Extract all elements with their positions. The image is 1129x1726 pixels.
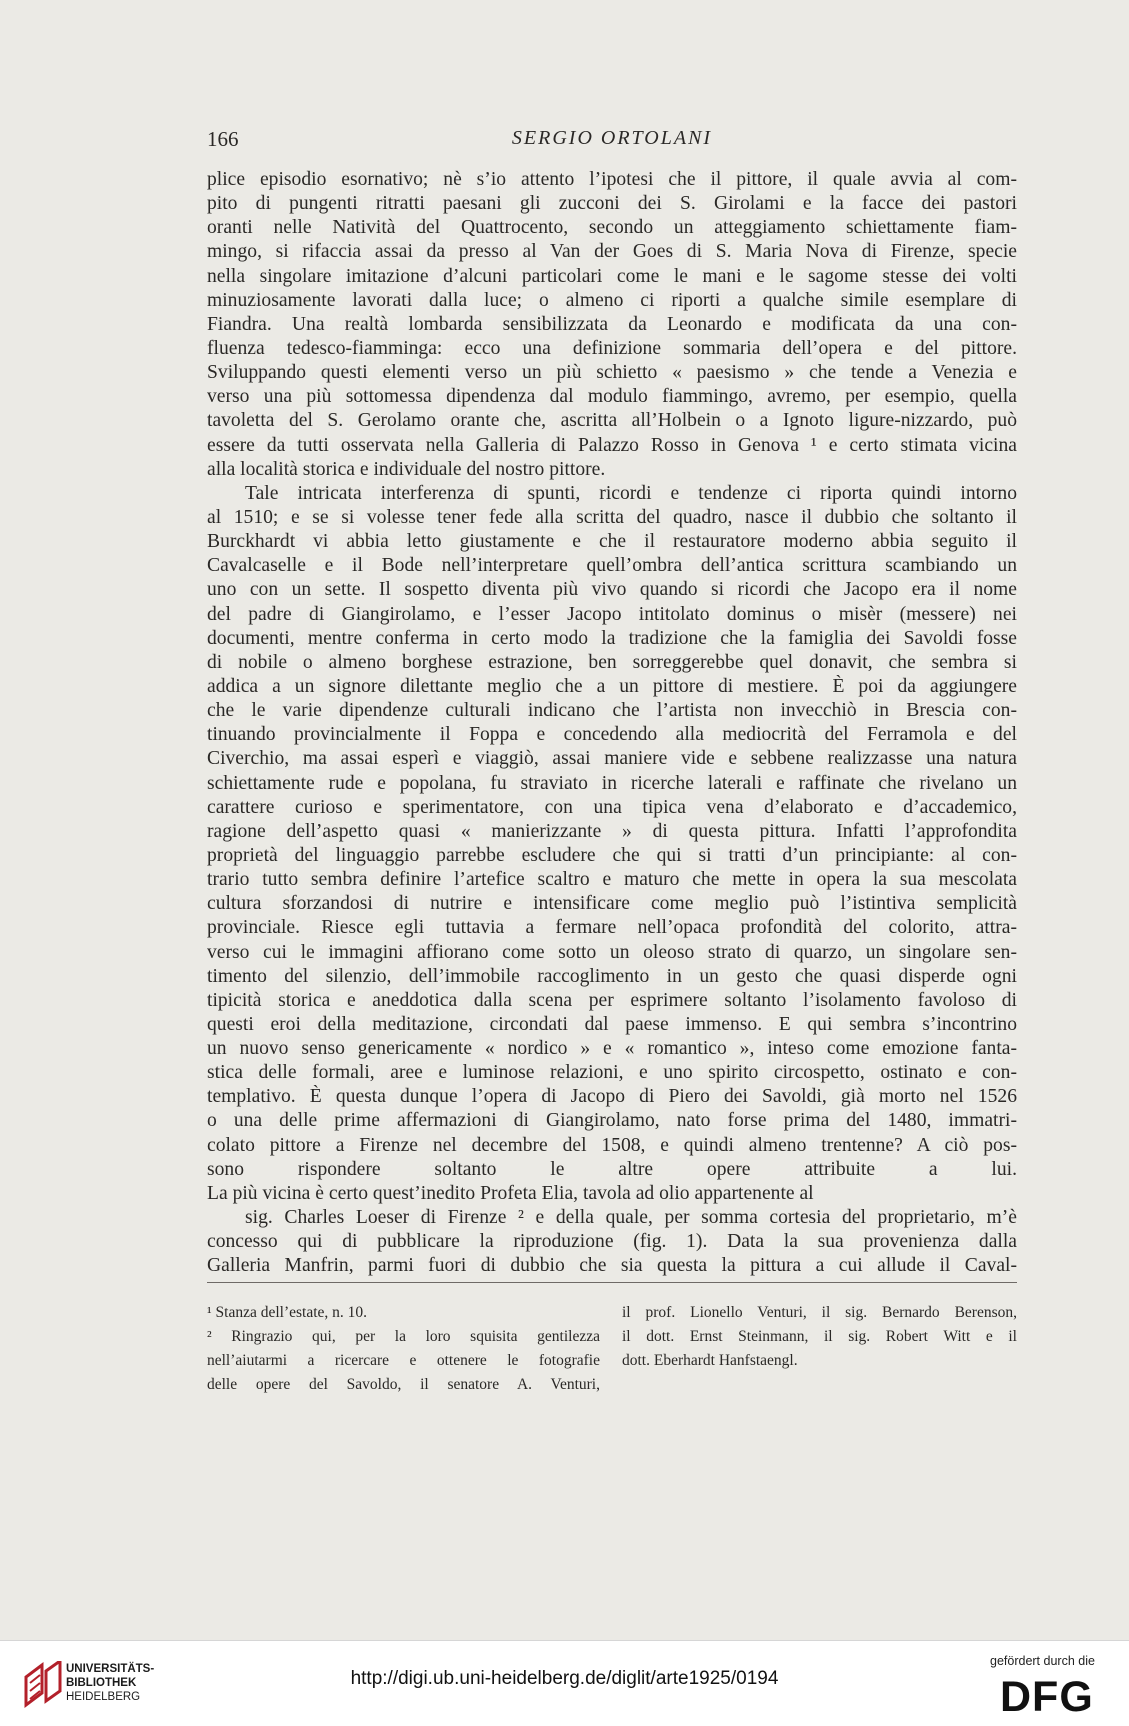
footnotes-left-column (207, 1301, 600, 1397)
body-lines-line: minuziosamente lavorati dalla luce; o almeno ci riporti a qualche simile esemplare di (207, 289, 1017, 311)
body-lines-line: che le varie dipendenze culturali indicano che l’artista non invecchiò in Brescia con- (207, 700, 1017, 722)
body-lines-line: o una delle prime affermazioni di Giangirolamo, nato forse prima del 1480, immatri- (207, 1110, 1017, 1132)
footnotes-left-line: ² Ringrazio qui, per la loro squisita gentilezza (207, 1328, 600, 1345)
footnotes-right-line: dott. Eberhardt Hanfstaengl. (622, 1352, 798, 1369)
body-lines-line: verso cui le immagini affiorano come sotto un oleoso strato di quarzo, un singolare sen- (207, 941, 1017, 963)
body-lines-line: carattere curioso e sperimentatore, con una tipica vena d’elaborato e d’accademico, (207, 796, 1017, 818)
body-lines-line: tavoletta del S. Gerolamo orante che, ascritta all’Holbein o a Ignoto ligure-nizzardo, può (207, 410, 1017, 432)
body-lines-line: provinciale. Riesce egli tuttavia a fermare nell’opaca profondità del colorito, attra- (207, 917, 1017, 939)
body-lines-line: plice episodio esornativo; nè s’io attento l’ipotesi che il pittore, il quale avvia al com- (207, 169, 1017, 190)
body-lines-line: concesso qui di pubblicare la riproduzione (fig. 1). Data la sua provenienza dalla (207, 1231, 1017, 1253)
funding-caption: gefördert durch die (990, 1654, 1095, 1668)
footnote-rule (207, 1282, 1017, 1283)
dfg-logo: DFG (1000, 1673, 1094, 1721)
body-lines-line: sono rispondere soltanto le altre opere attribuite a lui. (207, 1158, 1017, 1180)
body-lines-line: di nobile o almeno borghese estrazione, ben sorreggerebbe quel donavit, che sembra si (207, 651, 1017, 673)
body-lines-line: templativo. È questa dunque l’opera di Jacopo di Piero dei Savoldi, già morto nel 1526 (207, 1086, 1017, 1108)
body-lines-line: essere da tutti osservata nella Galleria di Palazzo Rosso in Genova ¹ e certo stimata vicina (207, 434, 1017, 456)
body-lines-line: colato pittore a Firenze nel decembre del 1508, e quindi almeno trentenne? A ciò pos- (207, 1134, 1017, 1156)
body-lines-line: Tale intricata interferenza di spunti, ricordi e tendenze ci riporta quindi intorno (245, 482, 1017, 504)
library-name-line2: BIBLIOTHEK (66, 1677, 137, 1689)
permalink-url[interactable]: http://digi.ub.uni-heidelberg.de/diglit/arte1925/0194 (350, 1668, 779, 1689)
body-lines-line: nella singolare imitazione d’alcuni particolari come le mani e le sagome stesse dei volti (207, 265, 1017, 287)
body-lines-line: Civerchio, ma assai esperì e viaggiò, assai maniere vide e sebbene realizzasse una natura (207, 748, 1017, 770)
body-lines-line: al 1510; e se si volesse tener fede alla scritta del quadro, nasce il dubbio che soltanto il (207, 506, 1017, 528)
footnotes-right-line: il prof. Lionello Venturi, il sig. Bernardo Berenson, (622, 1304, 1017, 1321)
body-lines-line: proprietà del linguaggio parrebbe escludere che qui si tratti d’un principiante: al con- (207, 844, 1017, 866)
body-lines-line: documenti, mentre conferma in certo modo la tradizione che la famiglia dei Savoldi fosse (207, 627, 1017, 649)
body-lines-line: stica delle formali, aree e luminose relazioni, e uno spirito circospetto, ostinato e con- (207, 1062, 1017, 1084)
body-lines-line: schiettamente rude e popolana, fu straviato in ricerche laterali e raffinate che rivelano un (207, 772, 1017, 794)
footnotes-left-line: delle opere del Savoldo, il senatore A. Venturi, (207, 1376, 600, 1393)
body-lines-line: mingo, si rifaccia assai da presso al Van der Goes di S. Maria Nova di Firenze, specie (207, 241, 1017, 263)
body-lines-line: Fiandra. Una realtà lombarda sensibilizzata da Leonardo e modificata da una con- (207, 313, 1017, 335)
footnotes-left-line: ¹ Stanza dell’estate, n. 10. (207, 1304, 368, 1321)
body-lines-line: pito di pungenti ritratti paesani gli zucconi dei S. Girolami e la facce dei pastori (207, 193, 1017, 215)
body-lines-line: timento del silenzio, dell’immobile raccoglimento in un gesto che quasi disperde ogni (207, 965, 1017, 987)
body-lines-line: addica a un signore dilettante meglio che a un pittore di mestiere. È poi da aggiungere (207, 675, 1017, 697)
body-lines-line: questi eroi della meditazione, circondati dal paese immenso. E qui sembra s’incontrino (207, 1013, 1017, 1035)
body-lines-line: Sviluppando questi elementi verso un più schietto « paesismo » che tende a Venezia e (207, 362, 1017, 384)
body-lines-line: tinuando provincialmente il Foppa e concedendo alla mediocrità del Ferramola e del (207, 724, 1017, 746)
body-lines-line: La più vicina è certo quest’inedito Profeta Elia, tavola ad olio appartenente al (207, 1182, 814, 1204)
body-lines-line: tipicità storica e aneddotica dalla scena per esprimere soltanto l’isolamento favoloso di (207, 989, 1017, 1011)
page-header (207, 127, 1017, 157)
running-head: SERGIO ORTOLANI (511, 127, 713, 149)
digitization-footer (0, 1640, 1129, 1726)
body-lines-line: Burckhardt vi abbia letto giustamente e che il restauratore moderno abbia seguito il (207, 531, 1017, 553)
body-lines-line: uno con un sette. Il sospetto diventa più vivo quando si ricordi che Jacopo era il nome (207, 579, 1017, 601)
body-lines-line: verso una più sottomessa dipendenza dal modulo fiammingo, avremo, per esempio, quella (207, 386, 1017, 408)
body-lines-line: alla località storica e individuale del nostro pittore. (207, 458, 606, 480)
body-lines-line: cultura sforzandosi di nutrire e intensificare come meglio può l’istintiva semplicità (207, 893, 1017, 915)
body-lines-line: oranti nelle Natività del Quattrocento, secondo un atteggiamento schiettamente fiam- (207, 217, 1017, 239)
body-lines-line: Galleria Manfrin, parmi fuori di dubbio che sia questa la pittura a cui allude il Caval- (207, 1255, 1017, 1277)
body-lines-line: un nuovo senso genericamente « nordico » e « romantico », inteso come emozione fanta- (207, 1038, 1017, 1060)
body-text (207, 168, 1017, 1278)
body-lines-line: trario tutto sembra definire l’artefice scaltro e maturo che mette in opera la sua mescolata (207, 869, 1017, 891)
body-lines-line: del padre di Giangirolamo, e l’esser Jacopo intitolato dominus o misèr (messere) nei (207, 603, 1017, 625)
page-number: 166 (207, 127, 239, 151)
library-name-line1: UNIVERSITÄTS- (66, 1663, 155, 1675)
library-name-line3: HEIDELBERG (66, 1691, 141, 1703)
footnotes-right-column (622, 1301, 1017, 1373)
body-lines-line: fluenza tedesco-fiamminga: ecco una definizione sommaria dell’opera e del pittore. (207, 337, 1017, 359)
body-lines-line: ragione dell’aspetto quasi « manierizzante » di questa pittura. Infatti l’approfondita (207, 820, 1017, 842)
body-lines-line: Cavalcaselle e il Bode nell’interpretare quell’ombra dell’antica scrittura scambiando un (207, 555, 1017, 577)
footnotes-right-line: il dott. Ernst Steinmann, il sig. Robert Witt e il (622, 1328, 1017, 1345)
footnotes-left-line: nell’aiutarmi a ricercare e ottenere le fotografie (207, 1352, 600, 1369)
body-lines-line: sig. Charles Loeser di Firenze ² e della quale, per somma cortesia del proprietario, m’è (245, 1207, 1017, 1229)
